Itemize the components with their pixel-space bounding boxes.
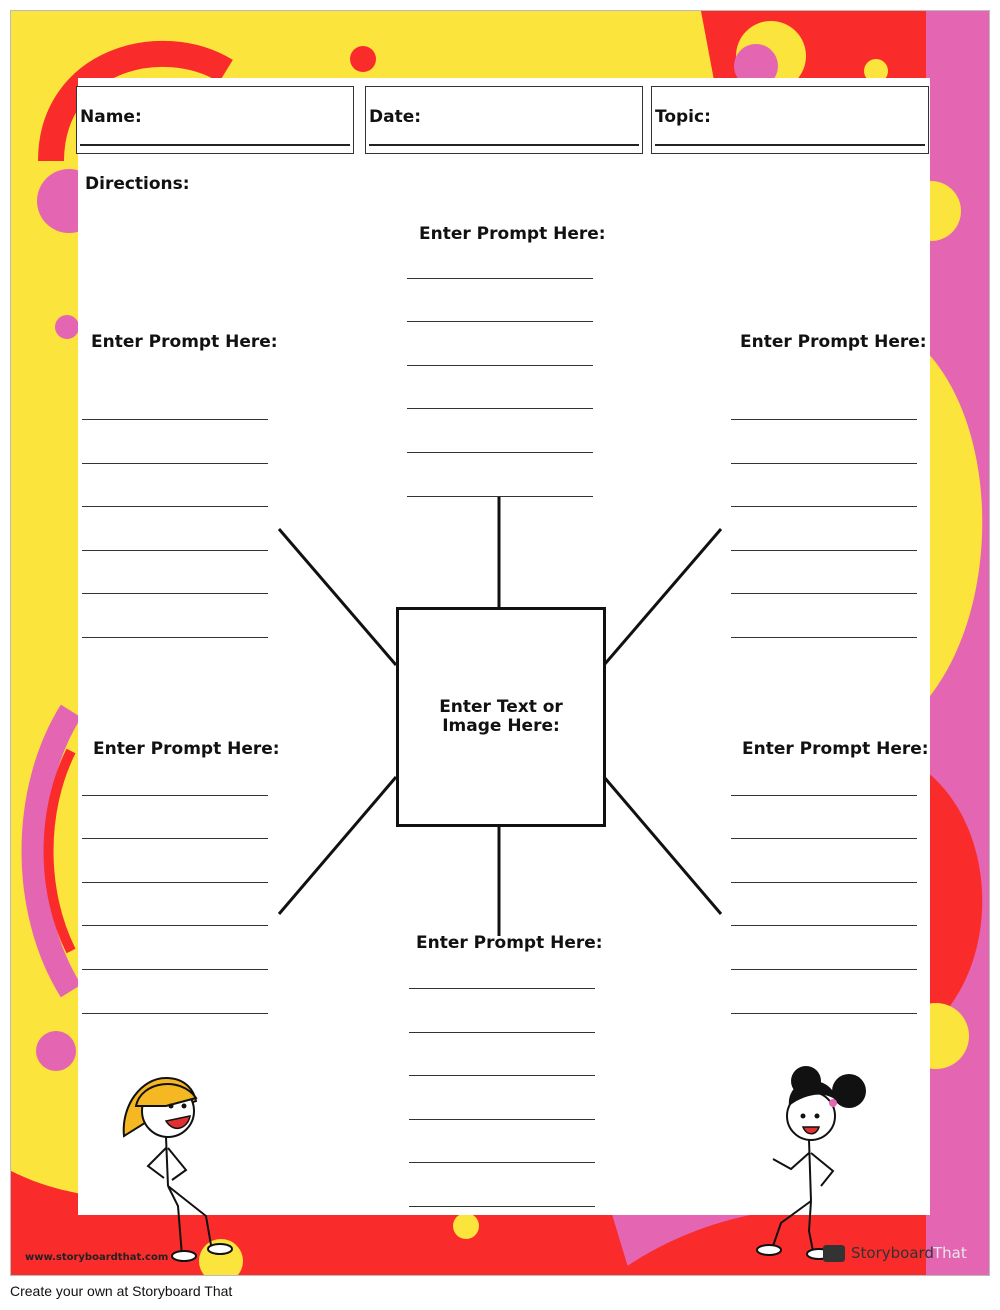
topic-label: Topic: [655,107,711,127]
create-your-own-caption[interactable]: Create your own at Storyboard That [10,1283,233,1299]
prompt-upper-left[interactable]: Enter Prompt Here: [91,332,278,352]
brand-name: Storyboard [851,1244,934,1262]
date-label: Date: [369,107,422,127]
prompt-bottom[interactable]: Enter Prompt Here: [416,933,603,953]
center-text: Enter Text or Image Here: [439,697,563,736]
center-text-box[interactable] [396,607,606,827]
prompt-top[interactable]: Enter Prompt Here: [419,224,606,244]
worksheet-poster [10,10,990,1276]
name-label: Name: [80,107,142,127]
prompt-lower-left[interactable]: Enter Prompt Here: [93,739,280,759]
prompt-upper-right[interactable]: Enter Prompt Here: [740,332,927,352]
prompt-lower-right[interactable]: Enter Prompt Here: [742,739,929,759]
directions-label: Directions: [85,174,190,194]
boy-stick-figure [116,1066,236,1266]
speech-bubble-icon [823,1245,845,1262]
website-url: www.storyboardthat.com [25,1252,169,1263]
brand-suffix: That [933,1244,967,1262]
girl-stick-figure [751,1051,891,1261]
